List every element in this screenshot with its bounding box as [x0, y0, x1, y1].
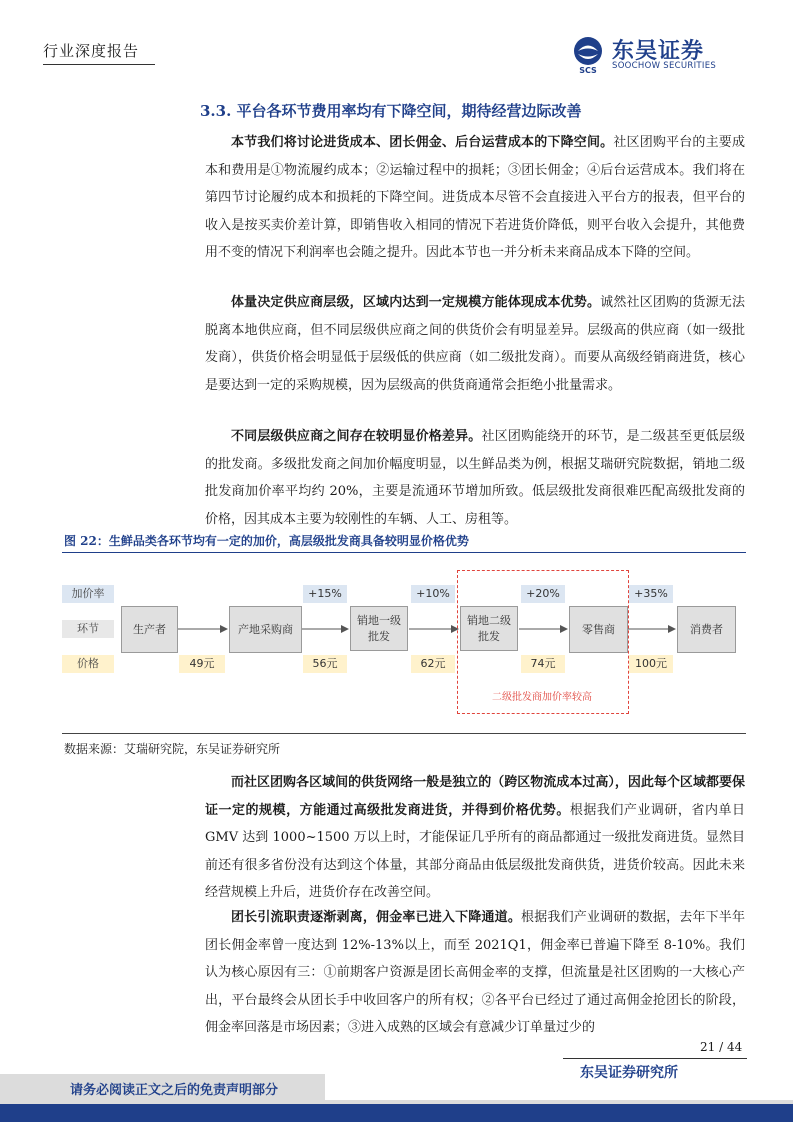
paragraph-5	[205, 904, 745, 1042]
footer-rule	[563, 1058, 747, 1059]
paragraph-3-lead: 不同层级供应商之间存在较明显价格差异。	[231, 429, 482, 444]
row-label-price: 价格	[62, 655, 114, 673]
footer-brand-bar	[0, 1104, 793, 1122]
logo-name-cn: 东吴证券	[612, 39, 705, 64]
node-producer: 生产者	[121, 606, 178, 653]
paragraph-4-body: 根据我们产业调研，省内单日 GMV 达到 1000~1500 万以上时，才能保证几乎所有的商品都通过一级批发商进货。显然目前还有很多省份没有达到这个体量，其部分商品由低层级批发商供货，进货价较高。因此未来经营规模上升后，进货价存在改善空间。	[205, 802, 745, 900]
price-secondary-wholesaler: 74元	[521, 655, 565, 673]
paragraph-4-lead: 而社区团购各区域间的供货网络一般是独立的（跨区物流成本过高），因此每个区域都要保证一定的规模，方能通过高级批发商进货，并得到价格优势。	[205, 775, 745, 818]
paragraph-5-lead: 团长引流职责逐渐剥离，佣金率已进入下降通道。	[231, 910, 522, 925]
row-label-markup: 加价率	[62, 585, 114, 603]
figure-top-rule	[62, 552, 746, 553]
markup-primary-wholesaler: +10%	[411, 585, 455, 603]
header-underline	[43, 64, 155, 65]
disclaimer-text: 请务必阅读正文之后的免责声明部分	[70, 1083, 279, 1098]
node-retailer: 零售商	[569, 606, 628, 653]
markup-retailer: +35%	[629, 585, 673, 603]
paragraph-1-lead: 本节我们将讨论进货成本、团长佣金、后台运营成本的下降空间。	[231, 135, 614, 150]
paragraph-1	[205, 129, 745, 267]
highlight-note: 二级批发商加价率较高	[492, 692, 592, 703]
markup-secondary-wholesaler: +20%	[521, 585, 565, 603]
page-number: 21 / 44	[700, 1040, 743, 1054]
section-title: 3.3. 平台各环节费用率均有下降空间，期待经营边际改善	[200, 102, 582, 120]
price-producer: 49元	[179, 655, 225, 673]
node-primary-wholesaler: 销地一级批发	[350, 606, 408, 651]
paragraph-3	[205, 423, 745, 533]
node-origin-purchaser: 产地采购商	[229, 606, 302, 653]
figure-bottom-rule	[62, 733, 746, 734]
node-consumer: 消费者	[677, 606, 736, 653]
price-origin-purchaser: 56元	[303, 655, 347, 673]
logo-mark-text: SCS	[579, 66, 597, 74]
paragraph-2-lead: 体量决定供应商层级，区域内达到一定规模方能体现成本优势。	[231, 295, 601, 310]
paragraph-2-body: 诚然社区团购的货源无法脱离本地供应商，但不同层级供应商之间的供货价会有明显差异。层级高的供应商（如一级批发商），供货价格会明显低于层级低的供应商（如二级批发商）。而要从高级经销商进货，核心是要达到一定的采购规模，因为层级高的供货商通常会拒绝小批量需求。	[205, 295, 745, 393]
paragraph-5-body: 根据我们产业调研的数据，去年下半年团长佣金率曾一度达到 12%-13%以上，而至 2021Q1，佣金率已普遍下降至 8-10%。我们认为核心原因有三：①前期客户资源是团长高佣金率的支撑，但流量是社区团购的一大核心产出，平台最终会从团长手中收回客户的所有权；②各平台已经过了通过高佣金抢团长的阶段，佣金率回落是市场因素；③进入成熟的区域会有意减少订单量过少的	[205, 910, 745, 1035]
paragraph-3-body: 社区团购能绕开的环节，是二级甚至更低层级的批发商。多级批发商之间加价幅度明显，以生鲜品类为例，根据艾瑞研究院数据，销地二级批发商加价率平均约 20%，主要是流通环节增加所致。低层级批发商很难匹配高级批发商的价格，因其成本主要为较刚性的车辆、人工、房租等。	[205, 429, 745, 527]
price-primary-wholesaler: 62元	[411, 655, 455, 673]
paragraph-1-body: 社区团购平台的主要成本和费用是①物流履约成本；②运输过程中的损耗；③团长佣金；④后台运营成本。我们将在第四节讨论履约成本和损耗的下降空间。进货成本尽管不会直接进入平台方的报表，但平台的收入是按买卖价差计算，即销售收入相同的情况下若进货价降低，则平台收入会提升，其他费用不变的情况下利润率也会随之提升。因此本节也一并分析未来商品成本下降的空间。	[205, 135, 745, 260]
row-label-stage: 环节	[62, 620, 114, 638]
figure-caption: 图 22：生鲜品类各环节均有一定的加价，高层级批发商具备较明显价格优势	[64, 534, 469, 548]
node-secondary-wholesaler: 销地二级批发	[460, 606, 518, 651]
logo-mark-icon	[568, 34, 608, 74]
footer-organization: 东吴证券研究所	[580, 1065, 678, 1081]
paragraph-2	[205, 289, 745, 399]
markup-origin-purchaser: +15%	[303, 585, 347, 603]
logo-name-en: SOOCHOW SECURITIES	[612, 61, 717, 71]
report-category: 行业深度报告	[43, 42, 140, 60]
company-logo	[568, 34, 748, 74]
paragraph-4	[205, 769, 745, 907]
price-retailer: 100元	[629, 655, 673, 673]
figure-source: 数据来源：艾瑞研究院，东吴证券研究所	[64, 742, 281, 756]
